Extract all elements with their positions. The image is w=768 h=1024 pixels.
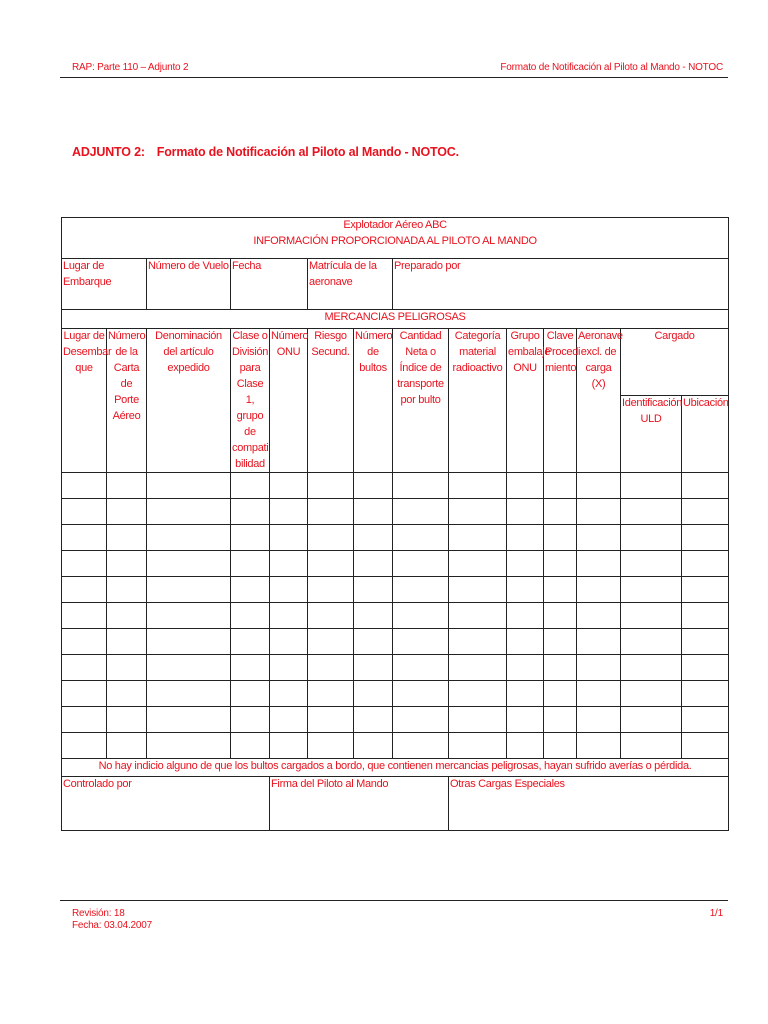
revision-text: Revisión: 18 [72,908,125,919]
col-clase-division: Clase o División para Clase 1, grupo de compati bilidad [231,329,270,473]
section-title: MERCANCIAS PELIGROSAS [62,310,729,329]
table-row[interactable] [62,707,729,733]
col-riesgo-secundario: Riesgo Secund. [308,329,354,473]
field-fecha[interactable]: Fecha [231,259,308,310]
col-identificacion-uld: Identificación ULD [621,395,682,473]
header-left: RAP: Parte 110 – Adjunto 2 [72,62,189,73]
table-row[interactable] [62,655,729,681]
col-cantidad-neta: Cantidad Neta o Índice de transporte por bulto [393,329,449,473]
col-cargado: Cargado [621,329,729,396]
field-matricula[interactable]: Matrícula de la aeronave [308,259,393,310]
page-number: 1/1 [709,908,723,919]
col-carta-porte: Número de la Carta de Porte Aéreo [107,329,147,473]
field-controlado-por[interactable]: Controlado por [62,777,270,831]
col-lugar-desembarque: Lugar de Desembar que [62,329,107,473]
title-text: Formato de Notificación al Piloto al Mando - NOTOC. [156,145,459,159]
form-heading-cell [62,218,729,259]
operator-name: Explotador Aéreo ABC [343,219,447,231]
damage-note: No hay indicio alguno de que los bultos cargados a bordo, que contienen mercancias peligrosas, hayan sufrido averías o pérdida. [62,759,729,777]
table-row[interactable] [62,577,729,603]
field-lugar-embarque[interactable]: Lugar de Embarque [62,259,147,310]
table-row[interactable] [62,733,729,759]
field-numero-vuelo[interactable]: Número de Vuelo [147,259,231,310]
date-text: Fecha: 03.04.2007 [72,920,152,931]
field-otras-cargas[interactable]: Otras Cargas Especiales [449,777,729,831]
table-row[interactable] [62,525,729,551]
col-ubicacion: Ubicación [682,395,729,473]
table-row[interactable] [62,603,729,629]
col-grupo-embalaje: Grupo embalaje ONU [507,329,544,473]
footer-revision [72,908,152,932]
field-preparado-por[interactable]: Preparado por [393,259,729,310]
header-right: Formato de Notificación al Piloto al Mando - NOTOC [500,62,723,73]
col-numero-onu: Número ONU [270,329,308,473]
col-categoria-radioactivo: Categoría material radioactivo [449,329,507,473]
notoc-form [61,217,729,831]
title-label: ADJUNTO 2: [72,145,145,159]
table-row[interactable] [62,551,729,577]
table-row[interactable] [62,681,729,707]
col-numero-bultos: Número de bultos [354,329,393,473]
info-title: INFORMACIÓN PROPORCIONADA AL PILOTO AL MANDO [253,234,537,247]
page-title [72,145,459,159]
table-row[interactable] [62,473,729,499]
header-rule [60,77,728,78]
table-row[interactable] [62,629,729,655]
table-row[interactable] [62,499,729,525]
col-clave-procedimiento: Clave Procedi miento [544,329,577,473]
col-denominacion: Denominación del artículo expedido [147,329,231,473]
footer-rule [60,900,728,901]
field-firma-piloto[interactable]: Firma del Piloto al Mando [270,777,449,831]
col-aeronave-carga: Aeronave excl. de carga (X) [577,329,621,473]
